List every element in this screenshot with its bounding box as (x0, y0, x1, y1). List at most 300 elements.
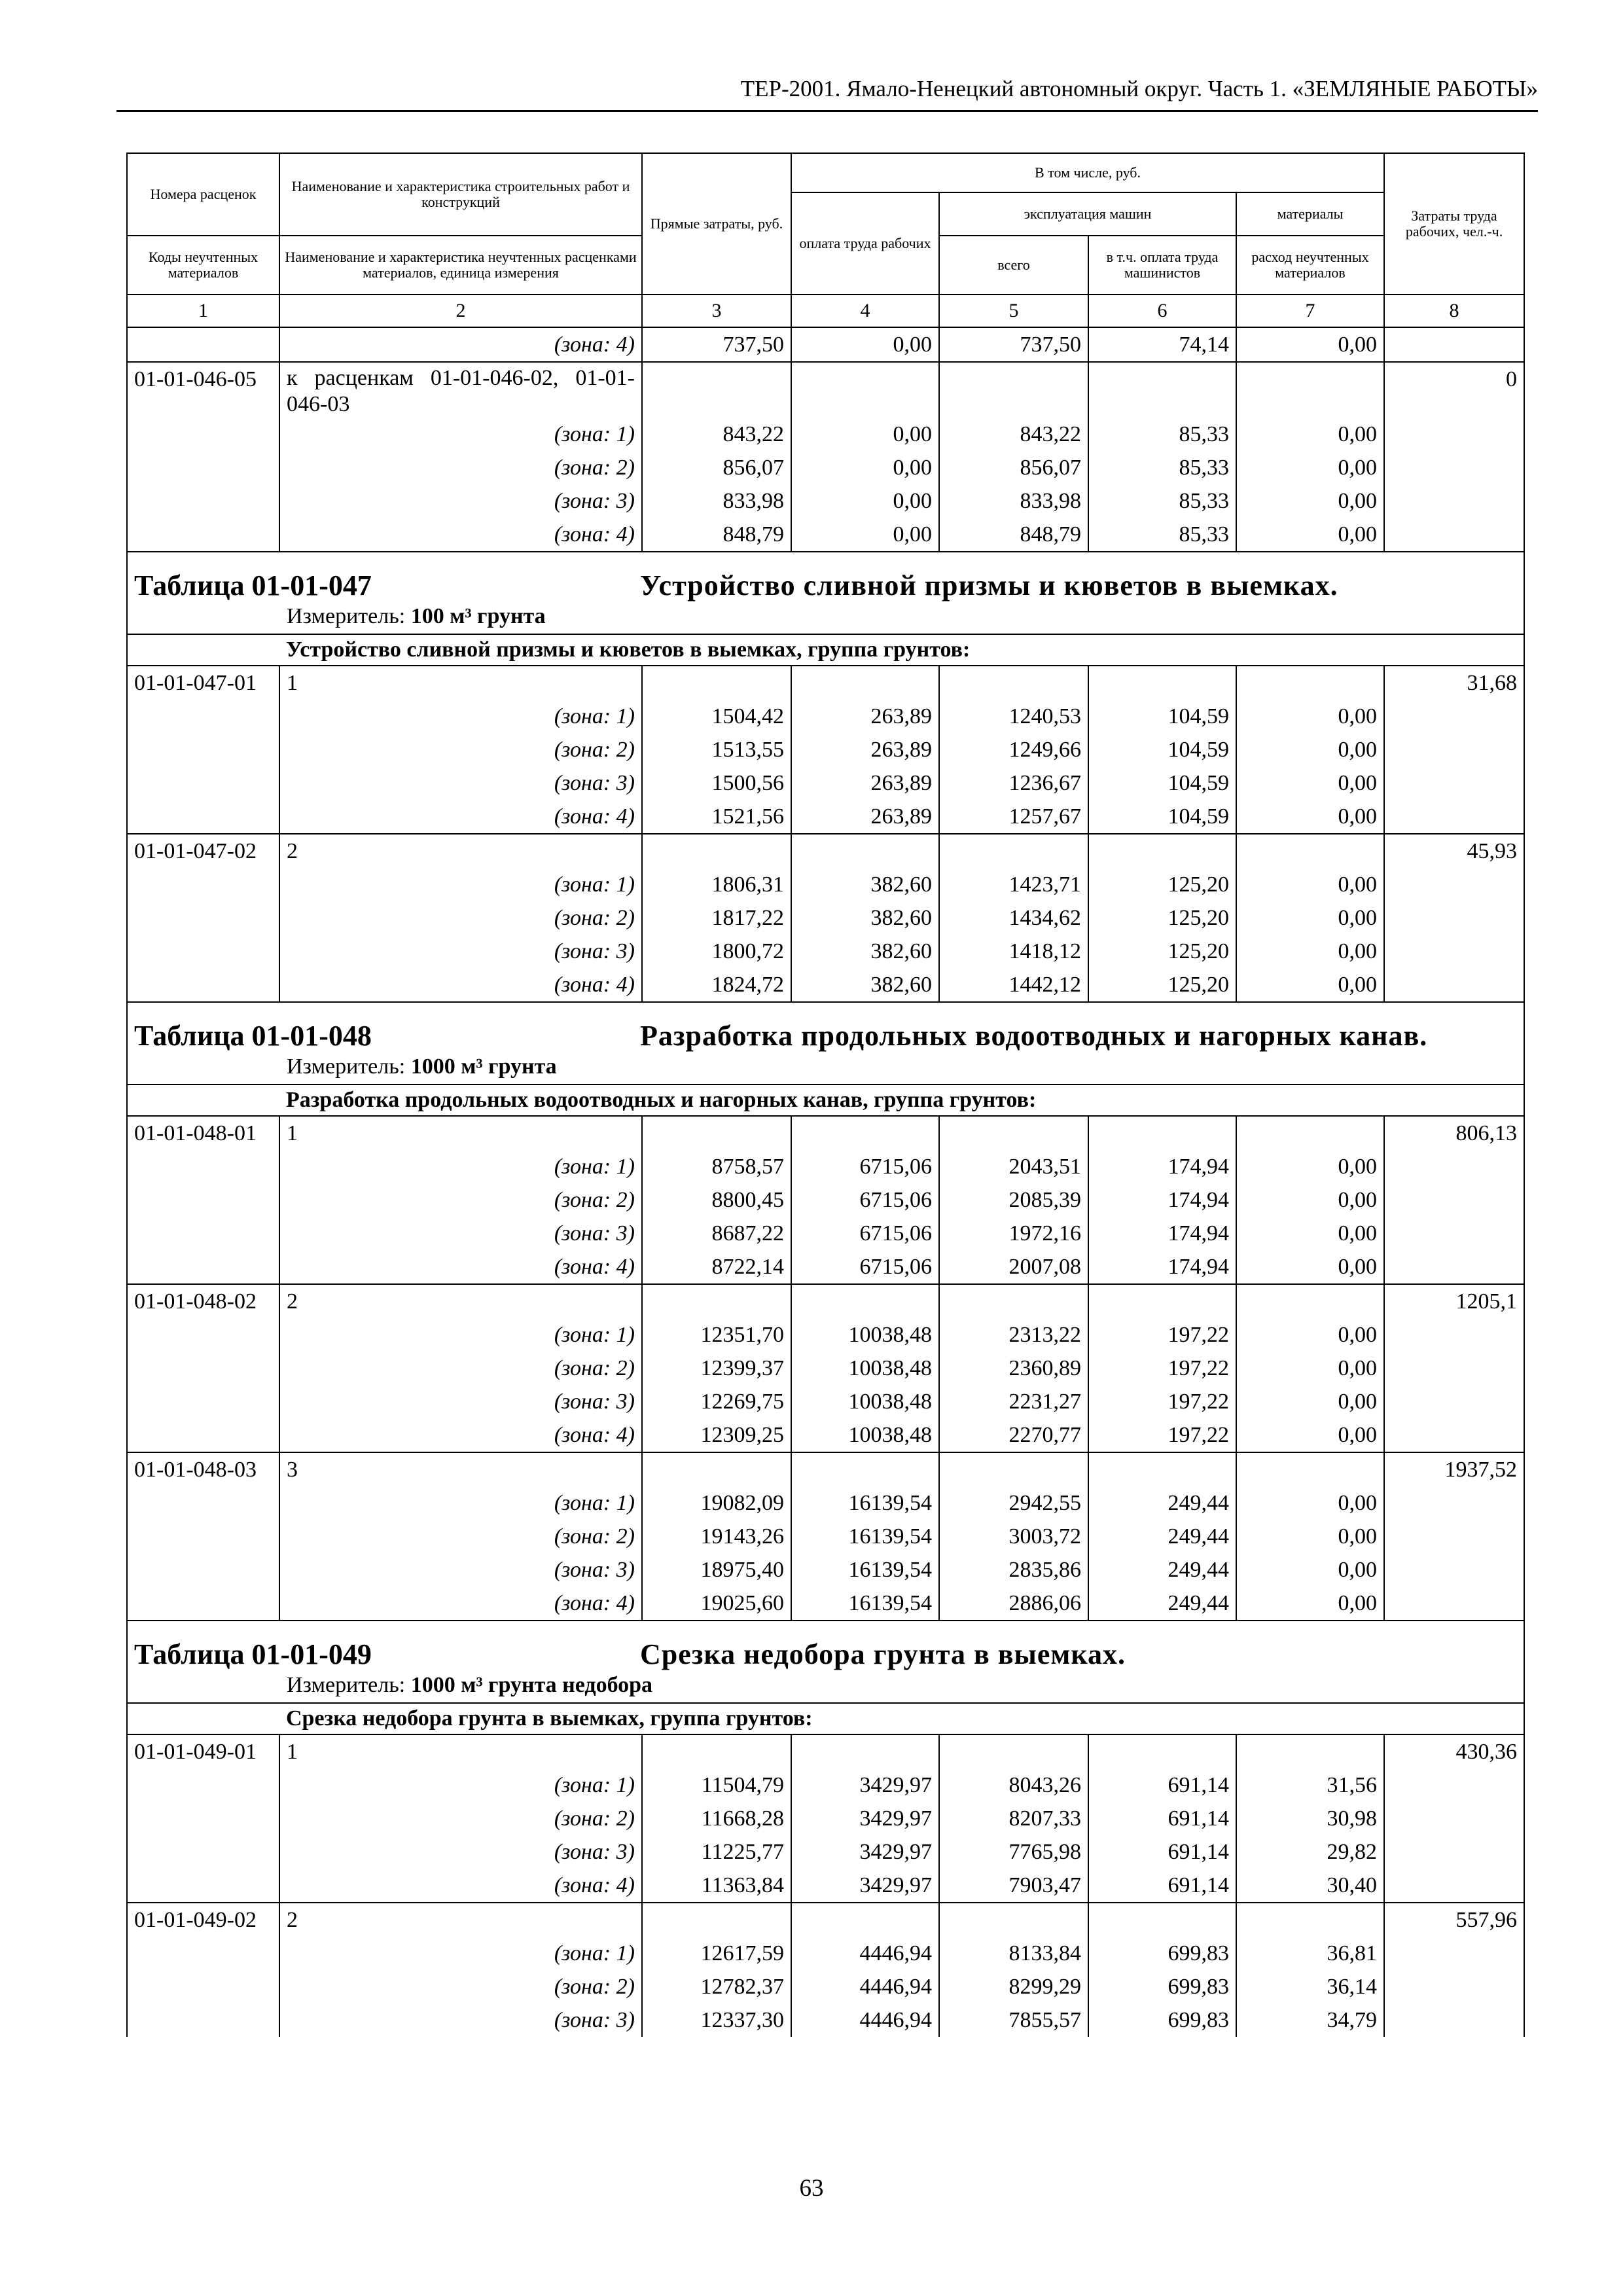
labor-cell (1384, 901, 1524, 935)
value-cell: 125,20 (1088, 868, 1236, 901)
zone-label: (зона: 1) (279, 1318, 642, 1352)
value-cell: 1240,53 (939, 700, 1088, 733)
labor-cell (1384, 1937, 1524, 1970)
labor-cell (1384, 1869, 1524, 1903)
value-cell: 737,50 (642, 327, 791, 362)
value-cell: 2007,08 (939, 1250, 1088, 1284)
zone-row (127, 1318, 1524, 1352)
zone-label: (зона: 4) (279, 1250, 642, 1284)
value-cell: 3429,97 (791, 1835, 939, 1869)
value-cell: 0,00 (1236, 484, 1384, 518)
zone-row (127, 1802, 1524, 1835)
zone-row (127, 1587, 1524, 1621)
labor-cell (1384, 1486, 1524, 1520)
value-cell: 104,59 (1088, 766, 1236, 800)
value-cell: 104,59 (1088, 700, 1236, 733)
value-cell: 11504,79 (642, 1768, 791, 1802)
labor-cell (1384, 1318, 1524, 1352)
value-cell: 16139,54 (791, 1587, 939, 1621)
labor-cell (1384, 1553, 1524, 1587)
col5-header: всего (939, 236, 1088, 295)
value-cell: 85,33 (1088, 484, 1236, 518)
zone-label: (зона: 2) (279, 1802, 642, 1835)
zone-label: (зона: 3) (279, 484, 642, 518)
rate-code: 01-01-046-05 (127, 362, 279, 418)
value-cell: 856,07 (642, 451, 791, 484)
value-cell (642, 1734, 791, 1768)
col-number: 2 (279, 295, 642, 327)
value-cell: 8722,14 (642, 1250, 791, 1284)
zone-row (127, 901, 1524, 935)
value-cell: 104,59 (1088, 800, 1236, 834)
value-cell: 36,81 (1236, 1937, 1384, 1970)
zone-label: (зона: 3) (279, 766, 642, 800)
value-cell (791, 1734, 939, 1768)
code-cell (127, 1183, 279, 1217)
value-cell: 0,00 (791, 484, 939, 518)
rate-name: 1 (279, 1734, 642, 1768)
value-cell: 19143,26 (642, 1520, 791, 1553)
value-cell: 2043,51 (939, 1150, 1088, 1183)
value-cell: 382,60 (791, 901, 939, 935)
code-cell (127, 1418, 279, 1452)
zone-label: (зона: 1) (279, 1486, 642, 1520)
table-title-row (127, 552, 1524, 634)
meter-value: 1000 м³ грунта (410, 1054, 557, 1079)
value-cell: 0,00 (1236, 1553, 1384, 1587)
zone-label: (зона: 4) (279, 1869, 642, 1903)
zone-row (127, 1183, 1524, 1217)
value-cell: 12782,37 (642, 1970, 791, 2003)
value-cell: 74,14 (1088, 327, 1236, 362)
value-cell: 1423,71 (939, 868, 1088, 901)
rate-row (127, 1284, 1524, 1318)
value-cell: 8800,45 (642, 1183, 791, 1217)
page-number: 63 (799, 2175, 824, 2202)
col-number: 1 (127, 295, 279, 327)
value-cell (1088, 834, 1236, 868)
zone-label: (зона: 3) (279, 935, 642, 968)
zone-row (127, 484, 1524, 518)
zone-label: (зона: 4) (279, 968, 642, 1002)
code-cell (127, 935, 279, 968)
labor-cell (1384, 1802, 1524, 1835)
code-cell (127, 418, 279, 451)
labor-cell (1384, 766, 1524, 800)
zone-label: (зона: 2) (279, 733, 642, 766)
labor-value: 557,96 (1384, 1903, 1524, 1937)
value-cell: 382,60 (791, 868, 939, 901)
value-cell: 2231,27 (939, 1385, 1088, 1418)
value-cell: 104,59 (1088, 733, 1236, 766)
zone-label: (зона: 2) (279, 1520, 642, 1553)
value-cell: 0,00 (1236, 1150, 1384, 1183)
value-cell: 1442,12 (939, 968, 1088, 1002)
value-cell: 382,60 (791, 968, 939, 1002)
value-cell (642, 1284, 791, 1318)
col-number: 7 (1236, 295, 1384, 327)
rate-name: к расценкам 01-01-046-02, 01-01-046-03 (279, 362, 642, 418)
code-cell (127, 800, 279, 834)
value-cell: 0,00 (1236, 327, 1384, 362)
value-cell: 0,00 (1236, 800, 1384, 834)
value-cell: 0,00 (1236, 935, 1384, 968)
value-cell (1088, 1903, 1236, 1937)
meter (287, 1052, 1517, 1084)
value-cell: 8133,84 (939, 1937, 1088, 1970)
value-cell: 4446,94 (791, 1970, 939, 2003)
value-cell: 1521,56 (642, 800, 791, 834)
value-cell: 19082,09 (642, 1486, 791, 1520)
zone-row (127, 1250, 1524, 1284)
zone-label: (зона: 3) (279, 1217, 642, 1250)
code-cell (127, 766, 279, 800)
zone-row (127, 451, 1524, 484)
value-cell: 8207,33 (939, 1802, 1088, 1835)
group-row (127, 1085, 1524, 1116)
value-cell: 1513,55 (642, 733, 791, 766)
value-cell: 174,94 (1088, 1217, 1236, 1250)
value-cell (939, 1734, 1088, 1768)
code-cell (127, 1937, 279, 1970)
value-cell: 10038,48 (791, 1352, 939, 1385)
zone-row (127, 1352, 1524, 1385)
rate-row (127, 1452, 1524, 1486)
col6-header: в т.ч. оплата труда машинистов (1088, 236, 1236, 295)
value-cell: 7855,57 (939, 2003, 1088, 2037)
value-cell: 848,79 (642, 518, 791, 552)
code-cell (127, 1869, 279, 1903)
value-cell: 0,00 (1236, 1385, 1384, 1418)
rate-row (127, 666, 1524, 700)
zone-row (127, 518, 1524, 552)
value-cell: 16139,54 (791, 1553, 939, 1587)
value-cell: 856,07 (939, 451, 1088, 484)
value-cell: 249,44 (1088, 1486, 1236, 1520)
value-cell: 85,33 (1088, 518, 1236, 552)
value-cell: 16139,54 (791, 1520, 939, 1553)
zone-label: (зона: 1) (279, 868, 642, 901)
rate-name: 1 (279, 1116, 642, 1150)
code-cell (127, 1250, 279, 1284)
labor-cell (1384, 1352, 1524, 1385)
code-cell (127, 1385, 279, 1418)
materials-header: материалы (1236, 192, 1384, 236)
zone-row (127, 1486, 1524, 1520)
value-cell: 8299,29 (939, 1970, 1088, 2003)
value-cell: 6715,06 (791, 1150, 939, 1183)
labor-cell (1384, 518, 1524, 552)
value-cell (1088, 1452, 1236, 1486)
zone-label: (зона: 4) (279, 1418, 642, 1452)
value-cell: 6715,06 (791, 1250, 939, 1284)
value-cell: 197,22 (1088, 1385, 1236, 1418)
value-cell (1236, 1452, 1384, 1486)
zone-row (127, 2003, 1524, 2037)
value-cell: 7903,47 (939, 1869, 1088, 1903)
value-cell (1236, 1903, 1384, 1937)
value-cell: 125,20 (1088, 935, 1236, 968)
value-cell: 263,89 (791, 800, 939, 834)
group-spacer (127, 1703, 279, 1734)
labor-cell (1384, 1150, 1524, 1183)
value-cell: 2886,06 (939, 1587, 1088, 1621)
rate-code: 01-01-047-02 (127, 834, 279, 868)
value-cell (939, 1903, 1088, 1937)
value-cell: 85,33 (1088, 418, 1236, 451)
value-cell: 0,00 (1236, 868, 1384, 901)
value-cell: 3429,97 (791, 1802, 939, 1835)
code-cell (127, 733, 279, 766)
zone-label: (зона: 1) (279, 700, 642, 733)
labor-cell (1384, 418, 1524, 451)
value-cell: 249,44 (1088, 1587, 1236, 1621)
value-cell: 16139,54 (791, 1486, 939, 1520)
value-cell: 29,82 (1236, 1835, 1384, 1869)
zone-row (127, 868, 1524, 901)
code-cell (127, 1217, 279, 1250)
machines-header: эксплуатация машин (939, 192, 1236, 236)
value-cell: 6715,06 (791, 1217, 939, 1250)
rate-name: 2 (279, 1903, 642, 1937)
zone-row (127, 327, 1524, 362)
value-cell: 174,94 (1088, 1183, 1236, 1217)
rate-name: 3 (279, 1452, 642, 1486)
value-cell (1088, 1284, 1236, 1318)
code-cell (127, 1352, 279, 1385)
code-cell (127, 518, 279, 552)
rate-row (127, 1734, 1524, 1768)
value-cell (642, 1452, 791, 1486)
value-cell: 1257,67 (939, 800, 1088, 834)
labor-cell (1384, 968, 1524, 1002)
value-cell (1236, 362, 1384, 418)
value-cell: 843,22 (939, 418, 1088, 451)
labor-value: 31,68 (1384, 666, 1524, 700)
value-cell: 11668,28 (642, 1802, 791, 1835)
value-cell: 4446,94 (791, 1937, 939, 1970)
rate-code: 01-01-049-02 (127, 1903, 279, 1937)
rate-code: 01-01-048-01 (127, 1116, 279, 1150)
col1-header-bottom: Коды неучтенных материалов (127, 236, 279, 295)
value-cell: 197,22 (1088, 1352, 1236, 1385)
rate-code: 01-01-049-01 (127, 1734, 279, 1768)
value-cell: 10038,48 (791, 1418, 939, 1452)
col-number: 8 (1384, 295, 1524, 327)
value-cell: 30,40 (1236, 1869, 1384, 1903)
value-cell: 12309,25 (642, 1418, 791, 1452)
value-cell (1236, 1284, 1384, 1318)
zone-label: (зона: 4) (279, 327, 642, 362)
rate-code: 01-01-048-03 (127, 1452, 279, 1486)
zone-label: (зона: 3) (279, 1385, 642, 1418)
value-cell: 699,83 (1088, 2003, 1236, 2037)
value-cell: 0,00 (1236, 766, 1384, 800)
labor-cell (1384, 451, 1524, 484)
col-number: 4 (791, 295, 939, 327)
value-cell (939, 1452, 1088, 1486)
zone-label: (зона: 2) (279, 1352, 642, 1385)
value-cell: 1806,31 (642, 868, 791, 901)
labor-cell (1384, 1183, 1524, 1217)
value-cell (1236, 834, 1384, 868)
zone-label: (зона: 1) (279, 1768, 642, 1802)
labor-cell (1384, 1970, 1524, 2003)
value-cell (939, 1116, 1088, 1150)
incl-header: В том числе, руб. (791, 153, 1384, 192)
value-cell: 3003,72 (939, 1520, 1088, 1553)
value-cell: 36,14 (1236, 1970, 1384, 2003)
zone-label: (зона: 2) (279, 1970, 642, 2003)
code-cell (127, 1486, 279, 1520)
value-cell: 1972,16 (939, 1217, 1088, 1250)
labor-value: 430,36 (1384, 1734, 1524, 1768)
value-cell: 2835,86 (939, 1553, 1088, 1587)
value-cell (642, 362, 791, 418)
value-cell: 3429,97 (791, 1768, 939, 1802)
value-cell: 848,79 (939, 518, 1088, 552)
value-cell: 691,14 (1088, 1802, 1236, 1835)
code-cell (127, 1150, 279, 1183)
value-cell: 2313,22 (939, 1318, 1088, 1352)
col2-header-top: Наименование и характеристика строительных работ и конструкций (279, 153, 642, 236)
value-cell: 197,22 (1088, 1318, 1236, 1352)
value-cell (1088, 362, 1236, 418)
value-cell: 197,22 (1088, 1418, 1236, 1452)
zone-row (127, 800, 1524, 834)
labor-cell (1384, 1835, 1524, 1869)
value-cell (1236, 1116, 1384, 1150)
value-cell: 1500,56 (642, 766, 791, 800)
value-cell: 0,00 (1236, 901, 1384, 935)
value-cell: 12617,59 (642, 1937, 791, 1970)
value-cell: 12269,75 (642, 1385, 791, 1418)
value-cell (642, 1903, 791, 1937)
value-cell: 737,50 (939, 327, 1088, 362)
value-cell: 0,00 (791, 518, 939, 552)
labor-cell (1384, 1217, 1524, 1250)
labor-value: 806,13 (1384, 1116, 1524, 1150)
zone-row (127, 1970, 1524, 2003)
value-cell: 0,00 (1236, 1418, 1384, 1452)
value-cell: 691,14 (1088, 1768, 1236, 1802)
zone-row (127, 700, 1524, 733)
value-cell: 0,00 (1236, 418, 1384, 451)
table-caption: Таблица 01-01-049 (134, 1638, 372, 1670)
value-cell: 1800,72 (642, 935, 791, 968)
value-cell: 34,79 (1236, 2003, 1384, 2037)
value-cell: 3429,97 (791, 1869, 939, 1903)
value-cell: 10038,48 (791, 1385, 939, 1418)
value-cell: 11225,77 (642, 1835, 791, 1869)
value-cell: 833,98 (642, 484, 791, 518)
value-cell (791, 1903, 939, 1937)
labor-cell (1384, 1587, 1524, 1621)
value-cell: 0,00 (1236, 968, 1384, 1002)
value-cell: 263,89 (791, 700, 939, 733)
zone-row (127, 1869, 1524, 1903)
value-cell: 0,00 (1236, 1486, 1384, 1520)
rates-table (126, 152, 1525, 2037)
value-cell: 0,00 (1236, 1183, 1384, 1217)
value-cell: 11363,84 (642, 1869, 791, 1903)
labor-cell (1384, 800, 1524, 834)
zone-row (127, 1835, 1524, 1869)
value-cell (791, 1284, 939, 1318)
zone-row (127, 1520, 1524, 1553)
rate-name: 2 (279, 834, 642, 868)
value-cell: 7765,98 (939, 1835, 1088, 1869)
value-cell: 0,00 (1236, 1352, 1384, 1385)
group-row (127, 634, 1524, 666)
value-cell: 0,00 (1236, 1250, 1384, 1284)
value-cell: 85,33 (1088, 451, 1236, 484)
value-cell: 4446,94 (791, 2003, 939, 2037)
value-cell: 0,00 (1236, 1318, 1384, 1352)
page-header (116, 71, 1538, 112)
labor-cell (1384, 935, 1524, 968)
code-cell (127, 901, 279, 935)
code-cell (127, 451, 279, 484)
value-cell: 0,00 (791, 418, 939, 451)
value-cell: 1236,67 (939, 766, 1088, 800)
zone-row (127, 1150, 1524, 1183)
value-cell: 2360,89 (939, 1352, 1088, 1385)
zone-label: (зона: 3) (279, 1553, 642, 1587)
value-cell: 1817,22 (642, 901, 791, 935)
group-spacer (127, 1085, 279, 1116)
labor-cell (1384, 1768, 1524, 1802)
zone-label: (зона: 3) (279, 2003, 642, 2037)
value-cell (1088, 1734, 1236, 1768)
table-title: Срезка недобора грунта в выемках. (640, 1638, 1126, 1670)
value-cell: 0,00 (1236, 1520, 1384, 1553)
meter-value: 1000 м³ грунта недобора (410, 1673, 653, 1697)
value-cell (791, 1452, 939, 1486)
value-cell: 382,60 (791, 935, 939, 968)
col1-header-top: Номера расценок (127, 153, 279, 236)
value-cell: 249,44 (1088, 1553, 1236, 1587)
zone-row (127, 766, 1524, 800)
value-cell (1088, 1116, 1236, 1150)
zone-row (127, 1217, 1524, 1250)
value-cell: 0,00 (1236, 451, 1384, 484)
col7-header: расход неучтенных материалов (1236, 236, 1384, 295)
code-cell (127, 1553, 279, 1587)
value-cell: 0,00 (791, 451, 939, 484)
code-cell (127, 2003, 279, 2037)
value-cell (939, 362, 1088, 418)
meter-value: 100 м³ грунта (410, 604, 546, 628)
value-cell: 263,89 (791, 766, 939, 800)
zone-label: (зона: 4) (279, 800, 642, 834)
value-cell: 1434,62 (939, 901, 1088, 935)
rate-name: 2 (279, 1284, 642, 1318)
value-cell (1236, 1734, 1384, 1768)
value-cell: 0,00 (1236, 1217, 1384, 1250)
labor-cell (1384, 1418, 1524, 1452)
value-cell: 2085,39 (939, 1183, 1088, 1217)
value-cell (642, 666, 791, 700)
zone-row (127, 418, 1524, 451)
value-cell: 249,44 (1088, 1520, 1236, 1553)
rate-name: 1 (279, 666, 642, 700)
code-cell (127, 327, 279, 362)
value-cell: 263,89 (791, 733, 939, 766)
value-cell: 1249,66 (939, 733, 1088, 766)
col8-header: Затраты труда рабочих, чел.-ч. (1384, 153, 1524, 295)
value-cell: 843,22 (642, 418, 791, 451)
